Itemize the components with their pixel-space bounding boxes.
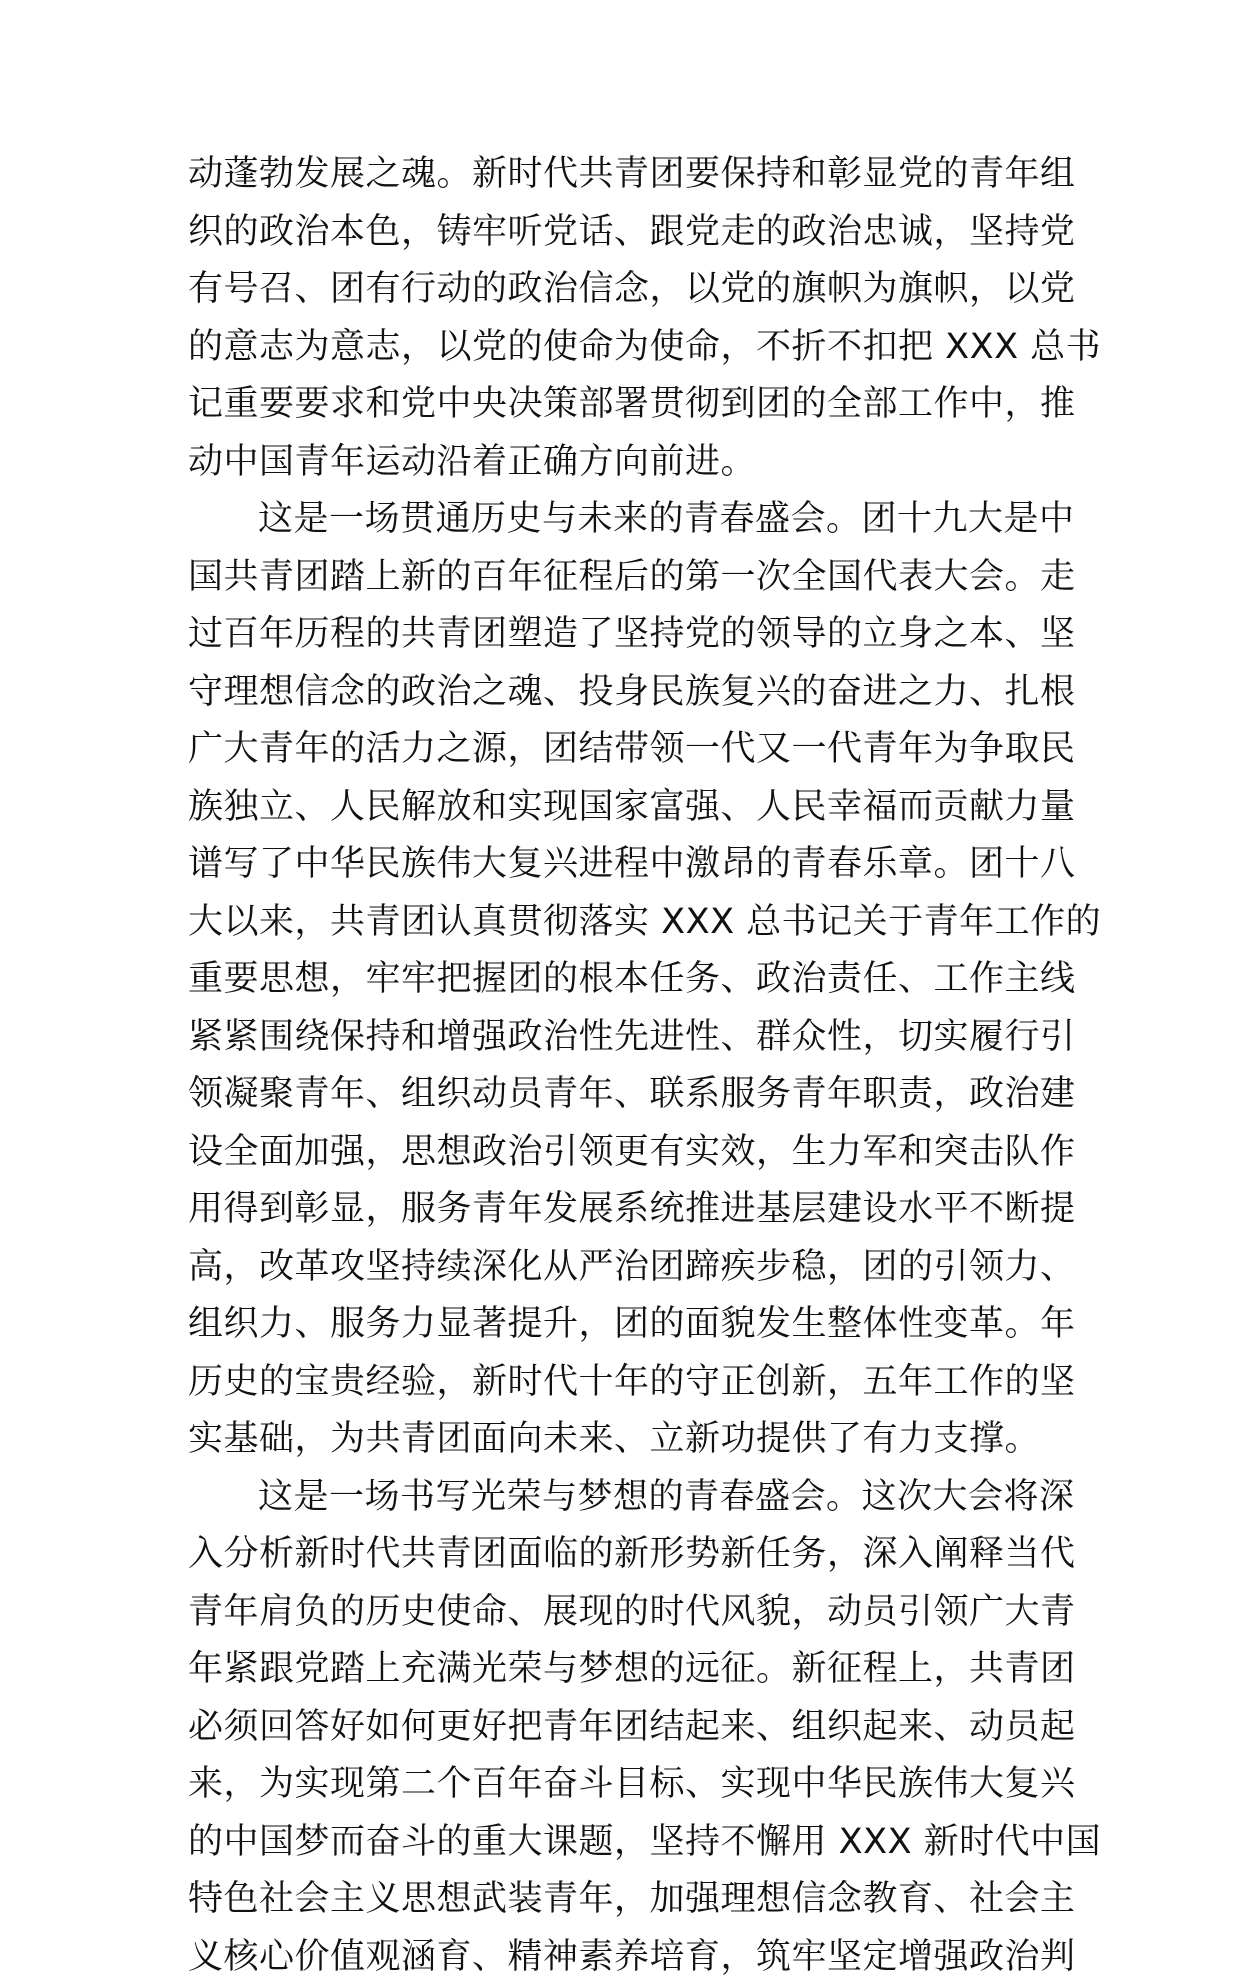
text-line: 这是一场书写光荣与梦想的青春盛会。这次大会将深 [188,1469,1064,1527]
text-line: 广大青年的活力之源，团结带领一代又一代青年为争取民 [188,721,1064,779]
text-line: 织的政治本色，铸牢听党话、跟党走的政治忠诚，坚持党 [188,204,1064,262]
text-line: 实基础，为共青团面向未来、立新功提供了有力支撑。 [188,1411,1064,1469]
text-line: 国共青团踏上新的百年征程后的第一次全国代表大会。走 [188,549,1064,607]
text-line: 领凝聚青年、组织动员青年、联系服务青年职责，政治建 [188,1066,1064,1124]
text-line: 大以来，共青团认真贯彻落实 XXX 总书记关于青年工作的 [188,894,1064,952]
text-line: 用得到彰显，服务青年发展系统推进基层建设水平不断提 [188,1181,1064,1239]
text-line: 入分析新时代共青团面临的新形势新任务，深入阐释当代 [188,1526,1064,1584]
text-line: 紧紧围绕保持和增强政治性先进性、群众性，切实履行引 [188,1009,1064,1067]
text-line: 动蓬勃发展之魂。新时代共青团要保持和彰显党的青年组 [188,146,1064,204]
text-line: 设全面加强，思想政治引领更有实效，生力军和突击队作 [188,1124,1064,1182]
text-line: 重要思想，牢牢把握团的根本任务、政治责任、工作主线 [188,951,1064,1009]
text-line: 有号召、团有行动的政治信念，以党的旗帜为旗帜，以党 [188,261,1064,319]
text-line: 组织力、服务力显著提升，团的面貌发生整体性变革。年 [188,1296,1064,1354]
text-line: 过百年历程的共青团塑造了坚持党的领导的立身之本、坚 [188,606,1064,664]
text-line: 动中国青年运动沿着正确方向前进。 [188,434,1064,492]
text-line: 来，为实现第二个百年奋斗目标、实现中华民族伟大复兴 [188,1756,1064,1814]
text-line: 历史的宝贵经验，新时代十年的守正创新，五年工作的坚 [188,1354,1064,1412]
text-line: 特色社会主义思想武装青年，加强理想信念教育、社会主 [188,1871,1064,1929]
text-line: 义核心价值观涵育、精神素养培育，筑牢坚定增强政治判 [188,1929,1064,1986]
text-line: 谱写了中华民族伟大复兴进程中激昂的青春乐章。团十八 [188,836,1064,894]
text-line: 守理想信念的政治之魂、投身民族复兴的奋进之力、扎根 [188,664,1064,722]
document-body [188,146,1064,1986]
text-line: 高，改革攻坚持续深化从严治团蹄疾步稳，团的引领力、 [188,1239,1064,1297]
paragraph-3 [188,1469,1064,1986]
text-line: 的意志为意志，以党的使命为使命，不折不扣把 XXX 总书 [188,319,1064,377]
text-line: 年紧跟党踏上充满光荣与梦想的远征。新征程上，共青团 [188,1641,1064,1699]
text-line: 族独立、人民解放和实现国家富强、人民幸福而贡献力量 [188,779,1064,837]
text-line: 记重要要求和党中央决策部署贯彻到团的全部工作中，推 [188,376,1064,434]
paragraph-1 [188,146,1064,491]
text-line: 青年肩负的历史使命、展现的时代风貌，动员引领广大青 [188,1584,1064,1642]
text-line: 必须回答好如何更好把青年团结起来、组织起来、动员起 [188,1699,1064,1757]
text-line: 的中国梦而奋斗的重大课题，坚持不懈用 XXX 新时代中国 [188,1814,1064,1872]
text-line: 这是一场贯通历史与未来的青春盛会。团十九大是中 [188,491,1064,549]
paragraph-2 [188,491,1064,1469]
